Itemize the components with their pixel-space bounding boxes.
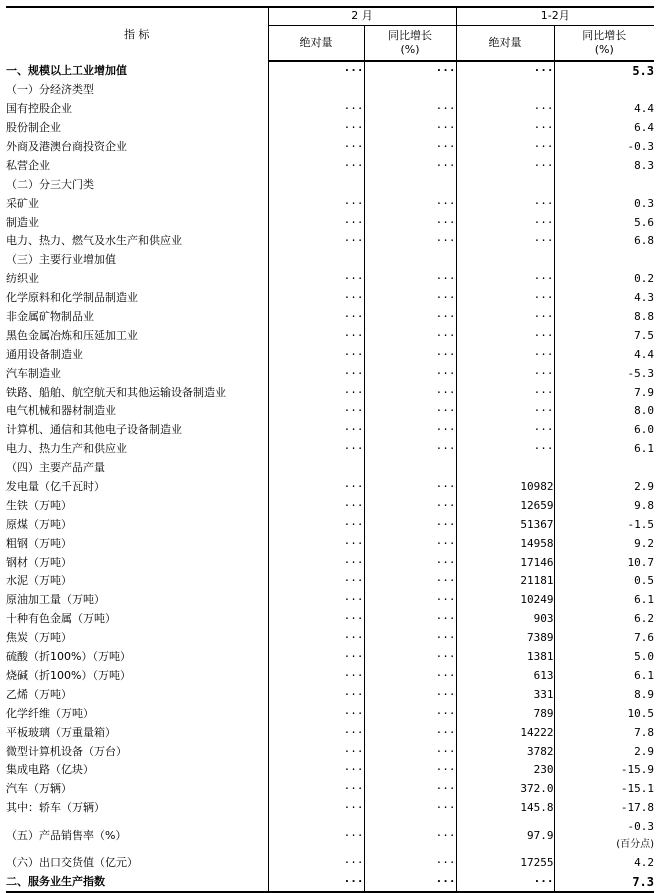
table-row [6,364,654,383]
table-row [6,629,654,648]
cum-yoy-cell: 5.3 [554,61,654,81]
feb-yoy-cell: ··· [364,572,456,591]
feb-absolute-cell: ··· [268,761,364,780]
indicator-label: 原油加工量（万吨） [6,593,105,607]
cum-yoy-cell: 6.1 [554,440,654,459]
cum-absolute-cell: ··· [456,873,554,893]
indicator-label: 十种有色金属（万吨） [6,612,116,626]
cum-absolute-cell: 12659 [456,496,554,515]
table-row [6,478,654,497]
table-row [6,780,654,799]
cum-yoy-cell: -1.5 [554,515,654,534]
feb-yoy-cell [364,175,456,194]
feb-absolute-cell: ··· [268,402,364,421]
indicator-label: （一）分经济类型 [6,83,94,97]
feb-yoy-header-line2: (%) [400,42,420,56]
feb-yoy-cell: ··· [364,648,456,667]
feb-yoy-cell: ··· [364,345,456,364]
cum-yoy-header [554,25,654,61]
feb-absolute-cell: ··· [268,818,364,854]
table-row [6,61,654,81]
section-header-row [6,175,654,194]
feb-absolute-cell: ··· [268,326,364,345]
cum-absolute-cell: ··· [456,402,554,421]
cum-yoy-cell: 4.4 [554,345,654,364]
cum-yoy-cell: 6.1 [554,667,654,686]
feb-yoy-cell: ··· [364,421,456,440]
feb-absolute-cell: ··· [268,704,364,723]
jan-feb-column-group-header: 1-2月 [456,7,654,25]
feb-absolute-cell: ··· [268,873,364,893]
cum-yoy-cell: 10.7 [554,553,654,572]
cum-absolute-cell: ··· [456,383,554,402]
cum-yoy-cell: -17.8 [554,799,654,818]
cum-absolute-cell: ··· [456,421,554,440]
feb-yoy-cell: ··· [364,156,456,175]
feb-absolute-cell: ··· [268,61,364,81]
table-row [6,421,654,440]
indicator-label: （二）分三大门类 [6,177,94,191]
cum-yoy-cell: 7.6 [554,629,654,648]
feb-yoy-header [364,25,456,61]
cum-yoy-cell [554,251,654,270]
cum-yoy-cell: 9.8 [554,496,654,515]
table-row [6,610,654,629]
cum-yoy-cell: 6.0 [554,421,654,440]
feb-absolute-cell [268,251,364,270]
cum-absolute-cell: 331 [456,685,554,704]
cum-yoy-cell: 8.9 [554,685,654,704]
indicator-label: 电力、热力生产和供应业 [6,442,127,456]
feb-yoy-cell: ··· [364,326,456,345]
indicator-label: 通用设备制造业 [6,347,83,361]
cum-absolute-header: 绝对量 [456,25,554,61]
cum-absolute-cell: ··· [456,232,554,251]
cum-yoy-cell: 4.3 [554,289,654,308]
feb-yoy-cell: ··· [364,685,456,704]
cum-absolute-cell [456,81,554,100]
feb-yoy-cell [364,251,456,270]
cum-yoy-header-line1: 同比增长 [582,28,627,42]
feb-yoy-header-line1: 同比增长 [388,28,432,42]
indicator-label: 平板玻璃（万重量箱） [6,725,116,739]
cum-yoy-cell: 8.8 [554,308,654,327]
indicator-column-header: 指 标 [6,7,268,61]
feb-yoy-cell: ··· [364,553,456,572]
indicator-label: 水泥（万吨） [6,574,72,588]
cum-yoy-cell: -15.1 [554,780,654,799]
feb-yoy-cell: ··· [364,591,456,610]
table-row [6,345,654,364]
cum-absolute-cell: ··· [456,289,554,308]
cum-yoy-unit-note: (百分点) [616,838,654,850]
cum-yoy-cell: 5.0 [554,648,654,667]
feb-absolute-cell: ··· [268,799,364,818]
cum-absolute-cell: 97.9 [456,818,554,854]
feb-absolute-cell: ··· [268,667,364,686]
feb-absolute-cell: ··· [268,364,364,383]
feb-yoy-cell: ··· [364,232,456,251]
cum-yoy-cell [554,175,654,194]
cum-yoy-cell: 8.0 [554,402,654,421]
cum-absolute-cell [456,251,554,270]
indicator-label: 钢材（万吨） [6,555,72,569]
indicator-label: 其中：轿车（万辆） [6,801,105,815]
feb-yoy-cell: ··· [364,873,456,893]
feb-yoy-cell: ··· [364,213,456,232]
feb-yoy-cell: ··· [364,289,456,308]
cum-yoy-cell: 7.9 [554,383,654,402]
table-row [6,270,654,289]
table-row [6,440,654,459]
cum-absolute-cell: ··· [456,270,554,289]
indicator-label: 粗钢（万吨） [6,536,72,550]
feb-yoy-cell: ··· [364,515,456,534]
table-body [6,61,654,892]
cum-yoy-cell: 7.5 [554,326,654,345]
section-header-row [6,459,654,478]
indicator-label: 计算机、通信和其他电子设备制造业 [6,423,182,437]
feb-absolute-cell: ··· [268,138,364,157]
cum-yoy-cell: 0.5 [554,572,654,591]
cum-absolute-cell: 903 [456,610,554,629]
indicator-label: （三）主要行业增加值 [6,253,116,267]
feb-yoy-cell: ··· [364,138,456,157]
section-header-row [6,81,654,100]
cum-yoy-cell: 2.9 [554,478,654,497]
cum-absolute-cell: 372.0 [456,780,554,799]
cum-yoy-cell: 6.2 [554,610,654,629]
indicator-label: 汽车制造业 [6,366,61,380]
feb-yoy-cell: ··· [364,854,456,873]
feb-yoy-cell: ··· [364,780,456,799]
cum-yoy-cell [554,818,654,854]
cum-yoy-cell: 9.2 [554,534,654,553]
cum-yoy-value: -0.3 [627,819,654,833]
feb-absolute-cell: ··· [268,308,364,327]
cum-yoy-cell: 7.3 [554,873,654,893]
feb-absolute-cell: ··· [268,515,364,534]
indicator-label: 化学纤维（万吨） [6,706,94,720]
feb-yoy-cell: ··· [364,667,456,686]
feb-absolute-cell [268,175,364,194]
cum-absolute-cell: ··· [456,440,554,459]
cum-yoy-cell: 6.1 [554,591,654,610]
feb-yoy-cell: ··· [364,440,456,459]
cum-yoy-cell: 7.8 [554,723,654,742]
table-row [6,194,654,213]
table-row [6,232,654,251]
feb-absolute-cell: ··· [268,119,364,138]
indicator-label: 纺织业 [6,272,39,286]
feb-absolute-cell: ··· [268,270,364,289]
table-row [6,799,654,818]
indicator-label: （四）主要产品产量 [6,461,105,475]
cum-yoy-cell [554,459,654,478]
cum-absolute-cell [456,175,554,194]
industrial-statistics-table [6,6,654,893]
indicator-label: 外商及港澳台商投资企业 [6,140,127,153]
table-row [6,213,654,232]
indicator-label: 原煤（万吨） [6,517,72,531]
table-row [6,402,654,421]
feb-absolute-cell: ··· [268,742,364,761]
feb-yoy-cell: ··· [364,496,456,515]
indicator-label: 焦炭（万吨） [6,631,72,645]
table-row [6,308,654,327]
feb-yoy-cell: ··· [364,119,456,138]
feb-yoy-cell: ··· [364,629,456,648]
table-row [6,496,654,515]
table-row [6,383,654,402]
cum-absolute-cell: ··· [456,194,554,213]
feb-absolute-cell: ··· [268,383,364,402]
table-row [6,723,654,742]
cum-absolute-cell: 21181 [456,572,554,591]
indicator-label: 股份制企业 [6,121,61,135]
table-row [6,326,654,345]
cum-absolute-cell: 230 [456,761,554,780]
table-row [6,156,654,175]
feb-yoy-cell: ··· [364,610,456,629]
cum-absolute-cell: 17146 [456,553,554,572]
indicator-label: 制造业 [6,215,39,229]
table-row [6,572,654,591]
table-row [6,553,654,572]
indicator-label: 电力、热力、燃气及水生产和供应业 [6,234,182,248]
cum-absolute-cell: 10249 [456,591,554,610]
feb-yoy-cell: ··· [364,742,456,761]
indicator-label: 化学原料和化学制品制造业 [6,291,138,305]
feb-absolute-cell: ··· [268,232,364,251]
cum-yoy-cell: -15.9 [554,761,654,780]
cum-absolute-cell: 14222 [456,723,554,742]
table-row [6,873,654,893]
cum-absolute-cell: ··· [456,138,554,157]
feb-absolute-cell: ··· [268,421,364,440]
feb-yoy-cell: ··· [364,723,456,742]
table-row [6,648,654,667]
cum-yoy-cell: 0.2 [554,270,654,289]
feb-absolute-cell: ··· [268,553,364,572]
cum-yoy-cell: 2.9 [554,742,654,761]
table-row [6,591,654,610]
feb-yoy-cell: ··· [364,383,456,402]
feb-yoy-cell [364,81,456,100]
feb-absolute-cell: ··· [268,572,364,591]
cum-absolute-cell: 3782 [456,742,554,761]
indicator-label: 国有控股企业 [6,102,72,116]
cum-absolute-cell: 17255 [456,854,554,873]
cum-yoy-header-line2: (%) [594,42,614,56]
cum-yoy-cell: 4.2 [554,854,654,873]
table-row [6,704,654,723]
table-row [6,818,654,854]
indicator-label: 烧碱（折100%）（万吨） [6,668,131,682]
cum-absolute-cell: 145.8 [456,799,554,818]
indicator-label: 乙烯（万吨） [6,687,72,701]
feb-absolute-cell: ··· [268,629,364,648]
cum-absolute-cell [456,459,554,478]
cum-absolute-cell: 1381 [456,648,554,667]
indicator-label: 铁路、船舶、航空航天和其他运输设备制造业 [6,385,226,399]
feb-absolute-cell: ··· [268,100,364,119]
feb-absolute-header: 绝对量 [268,25,364,61]
table-row [6,515,654,534]
feb-yoy-cell: ··· [364,364,456,383]
cum-absolute-cell: ··· [456,61,554,81]
cum-absolute-cell: 10982 [456,478,554,497]
feb-yoy-cell: ··· [364,761,456,780]
feb-yoy-cell: ··· [364,704,456,723]
cum-yoy-cell: 8.3 [554,156,654,175]
feb-absolute-cell: ··· [268,780,364,799]
feb-yoy-cell: ··· [364,818,456,854]
feb-absolute-cell: ··· [268,156,364,175]
feb-absolute-cell: ··· [268,648,364,667]
feb-absolute-cell: ··· [268,685,364,704]
indicator-label: 集成电路（亿块） [6,763,94,777]
feb-yoy-cell [364,459,456,478]
cum-absolute-cell: ··· [456,326,554,345]
feb-yoy-cell: ··· [364,270,456,289]
feb-yoy-cell: ··· [364,100,456,119]
feb-absolute-cell: ··· [268,213,364,232]
cum-yoy-cell: 0.3 [554,194,654,213]
table-row [6,138,654,157]
table-row [6,667,654,686]
indicator-label: 微型计算机设备（万台） [6,744,127,758]
feb-absolute-cell [268,459,364,478]
table-row [6,685,654,704]
feb-yoy-cell: ··· [364,194,456,213]
feb-absolute-cell: ··· [268,289,364,308]
cum-absolute-cell: ··· [456,364,554,383]
feb-absolute-cell: ··· [268,496,364,515]
cum-yoy-cell [554,81,654,100]
feb-absolute-cell: ··· [268,854,364,873]
cum-absolute-cell: ··· [456,119,554,138]
indicator-label: 非金属矿物制品业 [6,310,94,324]
table-row [6,119,654,138]
section-header-row [6,251,654,270]
indicator-label: 电气机械和器材制造业 [6,404,116,418]
feb-absolute-cell [268,81,364,100]
table-row [6,289,654,308]
indicator-label: 一、规模以上工业增加值 [6,63,127,77]
feb-yoy-cell: ··· [364,61,456,81]
feb-absolute-cell: ··· [268,534,364,553]
table-row [6,854,654,873]
feb-absolute-cell: ··· [268,478,364,497]
cum-yoy-cell: 6.4 [554,119,654,138]
cum-absolute-cell: ··· [456,156,554,175]
indicator-label: 发电量（亿千瓦时） [6,480,105,494]
cum-absolute-cell: 51367 [456,515,554,534]
feb-absolute-cell: ··· [268,591,364,610]
cum-absolute-cell: 613 [456,667,554,686]
feb-yoy-cell: ··· [364,478,456,497]
cum-absolute-cell: ··· [456,100,554,119]
cum-yoy-cell: 5.6 [554,213,654,232]
feb-absolute-cell: ··· [268,345,364,364]
indicator-label: （六）出口交货值（亿元） [6,856,138,870]
cum-absolute-cell: ··· [456,308,554,327]
cum-yoy-cell: -5.3 [554,364,654,383]
cum-yoy-cell: 10.5 [554,704,654,723]
cum-absolute-cell: ··· [456,345,554,364]
indicator-label: 私营企业 [6,158,50,172]
indicator-label: 汽车（万辆） [6,782,72,796]
indicator-label: 黑色金属冶炼和压延加工业 [6,328,138,342]
cum-absolute-cell: ··· [456,213,554,232]
feb-yoy-cell: ··· [364,402,456,421]
feb-absolute-cell: ··· [268,610,364,629]
cum-yoy-cell: 6.8 [554,232,654,251]
indicator-label: 硫酸（折100%）（万吨） [6,650,131,664]
indicator-label: 生铁（万吨） [6,498,72,512]
cum-yoy-cell: -0.3 [554,138,654,157]
cum-absolute-cell: 14958 [456,534,554,553]
table-row [6,534,654,553]
cum-yoy-cell: 4.4 [554,100,654,119]
indicator-label: 采矿业 [6,196,39,210]
cum-absolute-cell: 789 [456,704,554,723]
indicator-label: 二、服务业生产指数 [6,873,268,893]
cum-absolute-cell: 7389 [456,629,554,648]
feb-absolute-cell: ··· [268,723,364,742]
feb-yoy-cell: ··· [364,534,456,553]
table-row [6,742,654,761]
table-row [6,100,654,119]
feb-yoy-cell: ··· [364,308,456,327]
table-row [6,761,654,780]
feb-column-group-header: 2 月 [268,7,456,25]
indicator-label: （五）产品销售率（%） [6,828,127,842]
feb-yoy-cell: ··· [364,799,456,818]
feb-absolute-cell: ··· [268,440,364,459]
feb-absolute-cell: ··· [268,194,364,213]
